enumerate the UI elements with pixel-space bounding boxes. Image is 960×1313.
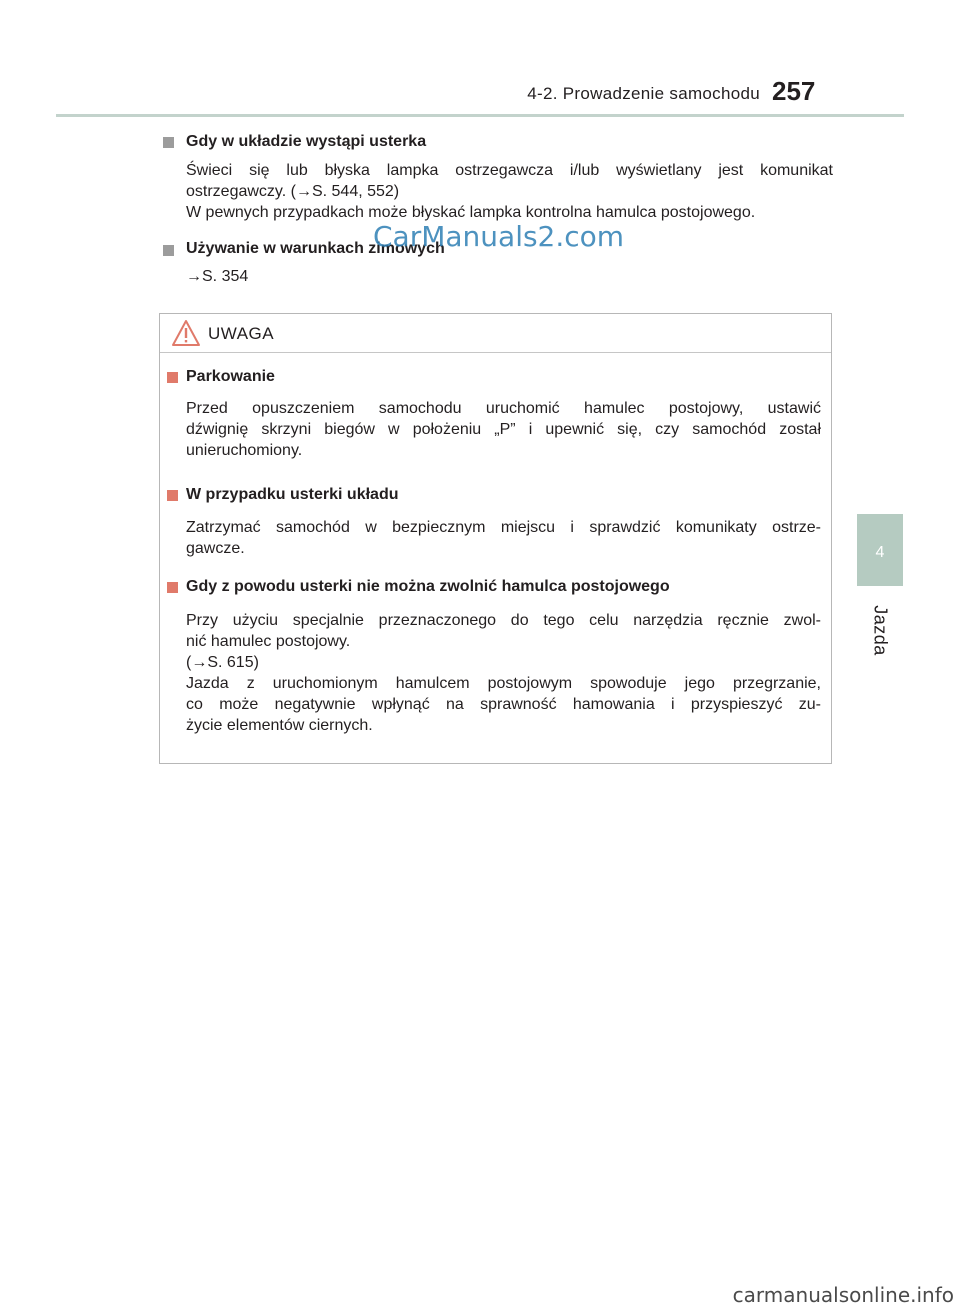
square-bullet-icon bbox=[167, 372, 178, 383]
page-reference: (→S. 615) bbox=[186, 654, 259, 671]
section-title-winter: Używanie w warunkach zimowych bbox=[186, 240, 445, 257]
chapter-number: 4 bbox=[875, 544, 885, 561]
square-bullet-icon bbox=[167, 582, 178, 593]
text-line: Przed opuszczeniem samochodu uruchomić hamulec postojowy, ustawić bbox=[186, 400, 821, 417]
watermark: CarManuals2.com bbox=[373, 220, 625, 253]
warning-triangle-icon bbox=[171, 319, 201, 347]
chapter-label: Jazda bbox=[870, 605, 891, 656]
text-line: nić hamulec postojowy. bbox=[186, 633, 351, 650]
square-bullet-icon bbox=[163, 137, 174, 148]
footer-watermark: carmanualsonline.info bbox=[732, 1283, 954, 1307]
square-bullet-icon bbox=[163, 245, 174, 256]
text-line: Jazda z uruchomionym hamulcem postojowym spowoduje jego przegrzanie, bbox=[186, 675, 821, 692]
chapter-tab bbox=[857, 514, 903, 586]
text-line: Zatrzymać samochód w bezpiecznym miejscu i sprawdzić komunikaty ostrze- bbox=[186, 519, 821, 536]
text-line: gawcze. bbox=[186, 540, 245, 557]
square-bullet-icon bbox=[167, 490, 178, 501]
section-body-winter bbox=[186, 266, 833, 287]
text-line: W pewnych przypadkach może błyskać lampka kontrolna hamulca postojowego. bbox=[186, 204, 756, 221]
header-divider bbox=[56, 114, 904, 117]
warning-item-body-release bbox=[186, 610, 821, 736]
text-line: co może negatywnie wpłynąć na sprawność hamowania i przyspieszyć zu- bbox=[186, 696, 821, 713]
warning-item-title-parking: Parkowanie bbox=[186, 368, 275, 385]
warning-item-body-fault bbox=[186, 517, 821, 559]
warning-title: UWAGA bbox=[208, 324, 275, 343]
page-reference: →S. 354 bbox=[186, 268, 249, 285]
text-line: ostrzegawczy. (→S. 544, 552) bbox=[186, 183, 400, 200]
text-line: unieruchomiony. bbox=[186, 442, 303, 459]
text-line: Świeci się lub błyska lampka ostrzegawcza i/lub wyświetlany jest komunikat bbox=[186, 162, 833, 179]
section-title-system-fault: Gdy w układzie wystąpi usterka bbox=[186, 133, 427, 150]
text-line: dźwignię skrzyni biegów w położeniu „P” i upewnić się, czy samochód został bbox=[186, 421, 821, 438]
warning-item-body-parking bbox=[186, 398, 821, 461]
text-line: Przy użyciu specjalnie przeznaczonego do tego celu narzędzia ręcznie zwol- bbox=[186, 612, 821, 629]
page-number: 257 bbox=[772, 76, 816, 106]
section-body-system-fault bbox=[186, 160, 833, 223]
warning-header bbox=[160, 314, 831, 353]
header-section-title: 4-2. Prowadzenie samochodu bbox=[527, 84, 760, 103]
text-line: życie elementów ciernych. bbox=[186, 717, 373, 734]
warning-item-title-fault: W przypadku usterki układu bbox=[186, 486, 399, 503]
warning-item-title-release: Gdy z powodu usterki nie można zwolnić hamulca postojowego bbox=[186, 578, 670, 595]
